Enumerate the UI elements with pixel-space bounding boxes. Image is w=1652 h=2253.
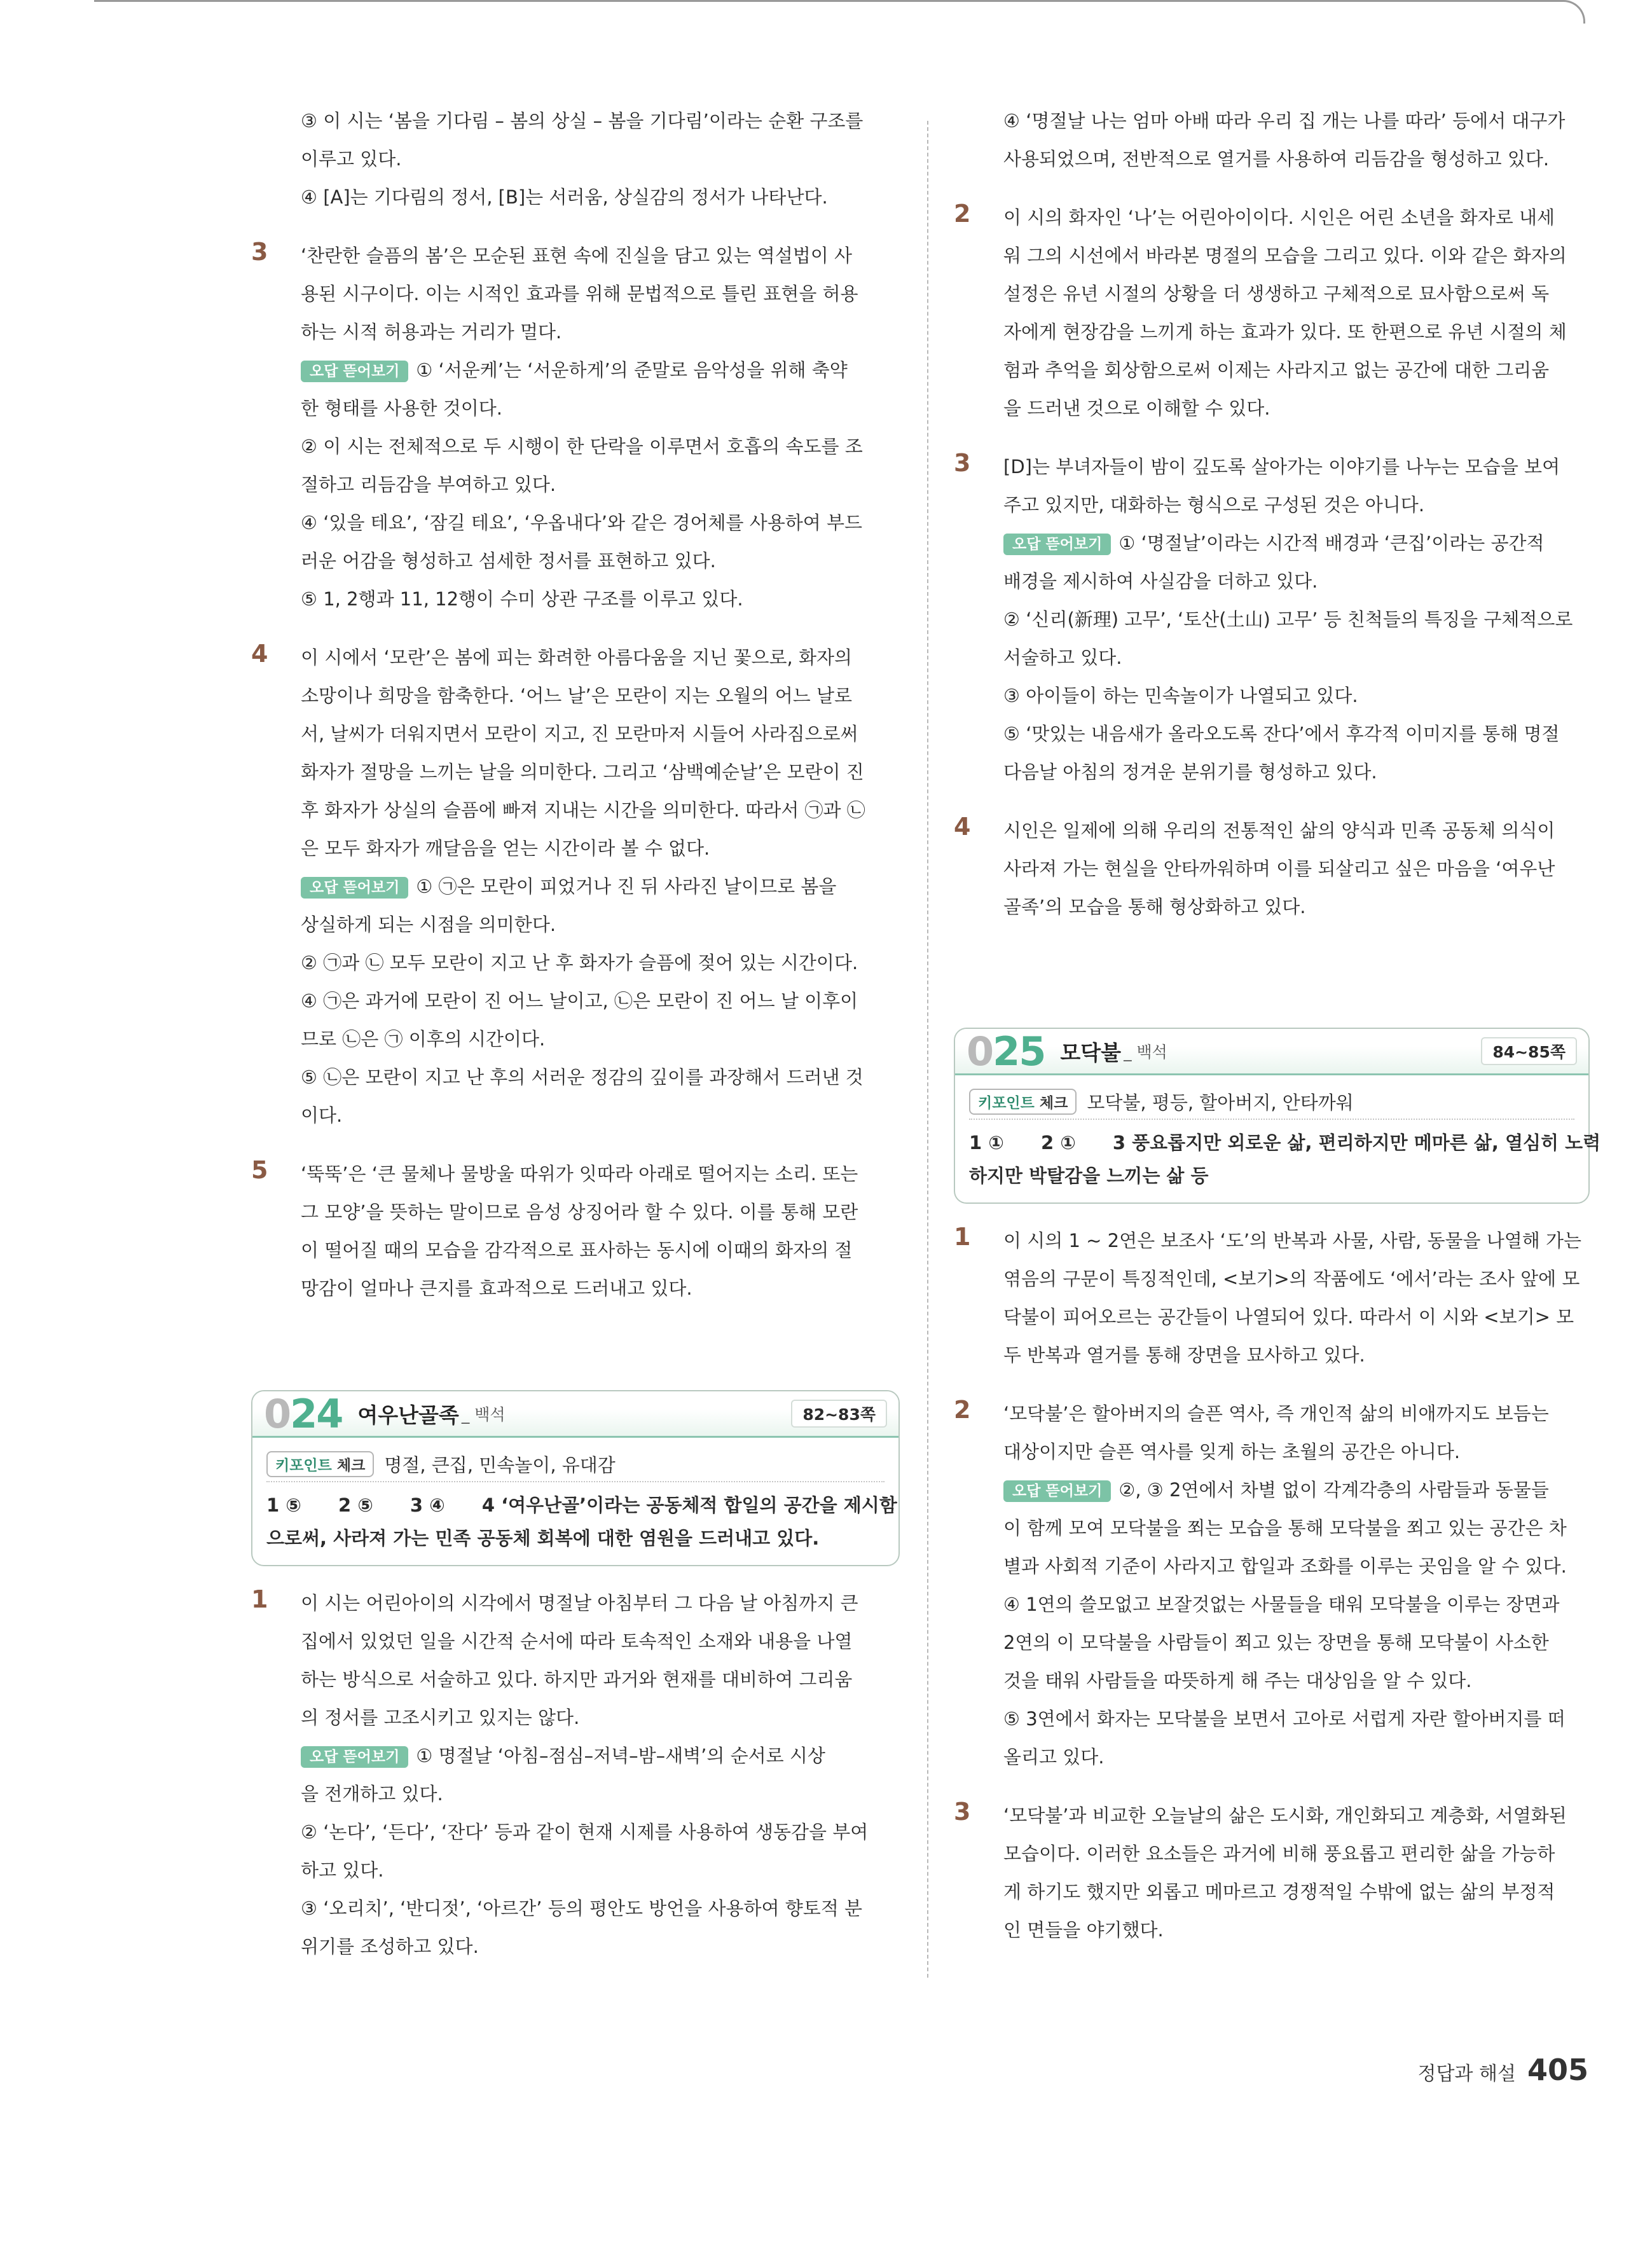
text-line: 위기를 조성하고 있다. — [301, 1936, 479, 1957]
question-4-explanation — [251, 638, 900, 1134]
text-line: 배경을 제시하여 사실감을 더하고 있다. — [1003, 570, 1318, 592]
question-number: 1 — [251, 1585, 268, 1613]
text-line: 하는 방식으로 서술하고 있다. 하지만 과거와 현재를 대비하여 그리움 — [301, 1669, 853, 1690]
text-line: 다음날 아침의 정겨운 분위기를 형성하고 있다. — [1003, 761, 1377, 783]
text-line: 게 하기도 했지만 외롭고 메마르고 경쟁적일 수밖에 없는 삶의 부정적 — [1003, 1881, 1555, 1903]
badge-text: ① ㉠은 모란이 피었거나 진 뒤 사라진 날이므로 봄을 — [416, 876, 837, 897]
text-line: 그 모양’을 뜻하는 말이므로 음성 상징어라 할 수 있다. 이를 통해 모란 — [301, 1201, 858, 1223]
text-line: 러운 어감을 형성하고 섬세한 정서를 표현하고 있다. — [301, 550, 716, 572]
keypoint-label: 키포인트 체크 — [969, 1089, 1077, 1115]
text-line: ⑤ ㉡은 모란이 지고 난 후의 서러운 정감의 깊이를 과장해서 드러낸 것 — [301, 1066, 864, 1088]
text-line: 을 전개하고 있다. — [301, 1783, 443, 1805]
text-line: 소망이나 희망을 함축한다. ‘어느 날’은 모란이 지는 오월의 어느 날로 — [301, 685, 852, 706]
badge-text: ②, ③ 2연에서 차별 없이 각계각층의 사람들과 동물들 — [1119, 1479, 1549, 1501]
answer-item: 3 풍요롭지만 외로운 삶, 편리하지만 메마른 삶, 열심히 노력 — [1112, 1132, 1601, 1154]
text-line — [1003, 1471, 1590, 1509]
text-line: [D]는 부녀자들이 밤이 깊도록 살아가는 이야기를 나누는 모습을 보여 — [1003, 456, 1560, 478]
left-column — [251, 102, 900, 1966]
text-line: 워 그의 시선에서 바라본 명절의 모습을 그리고 있다. 이와 같은 화자의 — [1003, 245, 1567, 266]
answer-item: 2 ① — [1040, 1132, 1076, 1154]
text-line: 주고 있지만, 대화하는 형식으로 구성된 것은 아니다. — [1003, 494, 1425, 516]
wrong-answer-badge: 오답 뜯어보기 — [301, 877, 408, 899]
text-line: 험과 추억을 회상함으로써 이제는 사라지고 없는 공간에 대한 그리움 — [1003, 359, 1550, 381]
keypoint-label: 키포인트 체크 — [266, 1451, 374, 1477]
badge-text: ① ‘명절날’이라는 시간적 배경과 ‘큰집’이라는 공간적 — [1119, 532, 1545, 554]
question-2-explanation-024 — [954, 198, 1590, 427]
text-line: 엮음의 구문이 특징적인데, <보기>의 작품에도 ‘에서’라는 조사 앞에 모 — [1003, 1268, 1580, 1290]
text-line: ② ‘논다’, ‘든다’, ‘잔다’ 등과 같이 현재 시제를 사용하여 생동감을 부여 — [301, 1821, 869, 1843]
text-line — [1003, 524, 1590, 562]
keypoint-row — [266, 1447, 885, 1482]
text-line: 별과 사회적 기준이 사라지고 합일과 조화를 이루는 곳임을 알 수 있다. — [1003, 1555, 1567, 1577]
box-header — [252, 1391, 898, 1438]
text-line: ③ 아이들이 하는 민속놀이가 나열되고 있다. — [1003, 685, 1358, 706]
text-line: 을 드러낸 것으로 이해할 수 있다. — [1003, 397, 1270, 419]
carryover-text-right — [954, 102, 1590, 178]
keypoint-keywords: 모닥불, 평등, 할아버지, 안타까워 — [1087, 1091, 1354, 1113]
text-line: 서술하고 있다. — [1003, 647, 1122, 668]
text-line: 이 시는 어린아이의 시각에서 명절날 아침부터 그 다음 날 아침까지 큰 — [301, 1592, 858, 1614]
page-footer — [1418, 2053, 1588, 2087]
text-line: 이 함께 모여 모닥불을 쬐는 모습을 통해 모닥불을 쬐고 있는 공간은 차 — [1003, 1517, 1567, 1539]
text-line: 집에서 있었던 일을 시간적 순서에 따라 토속적인 소재와 내용을 나열 — [301, 1630, 853, 1652]
text-line: 두 반복과 열거를 통해 장면을 묘사하고 있다. — [1003, 1344, 1365, 1366]
text-line: 사라져 가는 현실을 안타까워하며 이를 되살리고 싶은 마음을 ‘여우난 — [1003, 858, 1555, 879]
wrong-answer-badge: 오답 뜯어보기 — [1003, 1480, 1111, 1502]
text-line: ④ ‘명절날 나는 엄마 아배 따라 우리 집 개는 나를 따라’ 등에서 대구가 — [1003, 110, 1566, 132]
answer-key — [969, 1126, 1601, 1192]
column-divider — [927, 121, 928, 1978]
text-line: 골족’의 모습을 통해 형상화하고 있다. — [1003, 896, 1306, 918]
answer-continued: 으로써, 사라져 가는 민족 공동체 회복에 대한 염원을 드러내고 있다. — [266, 1527, 820, 1549]
text-line: ‘모닥불’과 비교한 오늘날의 삶은 도시화, 개인화되고 계층화, 서열화된 — [1003, 1805, 1567, 1826]
text-line: 모습이다. 이러한 요소들은 과거에 비해 풍요롭고 편리한 삶을 가능하 — [1003, 1843, 1555, 1864]
question-2-explanation-025 — [954, 1395, 1590, 1776]
page-range-badge: 82~83쪽 — [791, 1400, 887, 1428]
work-summary-box-024 — [251, 1390, 900, 1566]
question-number: 1 — [954, 1223, 971, 1251]
text-line: ④ [A]는 기다림의 정서, [B]는 서러움, 상실감의 정서가 나타난다. — [301, 186, 828, 208]
text-line: 후 화자가 상실의 슬픔에 빠져 지내는 시간을 의미한다. 따라서 ㉠과 ㉡ — [301, 799, 865, 821]
question-number: 4 — [251, 640, 268, 668]
text-line: 하고 있다. — [301, 1859, 384, 1881]
text-line: ③ 이 시는 ‘봄을 기다림 – 봄의 상실 – 봄을 기다림’이라는 순환 구조를 — [301, 110, 864, 132]
text-line: 은 모두 화자가 깨달음을 얻는 시간이라 볼 수 없다. — [301, 837, 710, 859]
work-summary-box-025 — [954, 1028, 1601, 1204]
question-3-explanation — [251, 237, 900, 618]
question-number: 3 — [954, 449, 971, 477]
text-line: 사용되었으며, 전반적으로 열거를 사용하여 리듬감을 형성하고 있다. — [1003, 148, 1550, 170]
text-line — [301, 1737, 900, 1775]
text-line: ⑤ 1, 2행과 11, 12행이 수미 상관 구조를 이루고 있다. — [301, 588, 743, 610]
text-line: ③ ‘오리치’, ‘반디젓’, ‘아르간’ 등의 평안도 방언을 사용하여 향토적 분 — [301, 1898, 863, 1919]
text-line: 닥불이 피어오르는 공간들이 나열되어 있다. 따라서 이 시와 <보기> 모 — [1003, 1306, 1574, 1328]
footer-section-label: 정답과 해설 — [1417, 2063, 1516, 2085]
question-4-explanation-024 — [954, 811, 1590, 926]
answer-continued: 하지만 박탈감을 느끼는 삶 등 — [969, 1165, 1209, 1187]
wrong-answer-badge: 오답 뜯어보기 — [1003, 534, 1111, 555]
work-title: 모닥불 — [1060, 1040, 1122, 1065]
wrong-answer-badge: 오답 뜯어보기 — [301, 361, 408, 382]
carryover-text-left — [251, 102, 900, 216]
text-line: 므로 ㉡은 ㉠ 이후의 시간이다. — [301, 1028, 546, 1050]
text-line: ② ㉠과 ㉡ 모두 모란이 지고 난 후 화자가 슬픔에 젖어 있는 시간이다. — [301, 952, 858, 974]
text-line: 인 면들을 야기했다. — [1003, 1919, 1164, 1941]
work-number: 025 — [967, 1028, 1045, 1075]
text-line: 2연의 이 모닥불을 사람들이 쬐고 있는 장면을 통해 모닥불이 사소한 — [1003, 1632, 1549, 1653]
text-line: ‘찬란한 슬픔의 봄’은 모순된 표현 속에 진실을 담고 있는 역설법이 사 — [301, 245, 852, 266]
text-line: 이 시의 1 ~ 2연은 보조사 ‘도’의 반복과 사물, 사람, 동물을 나열해 가는 — [1003, 1230, 1582, 1251]
work-author: _ 백석 — [1124, 1043, 1167, 1061]
answer-item: 1 ⑤ — [266, 1494, 301, 1516]
answer-item: 3 ④ — [410, 1494, 445, 1516]
work-title: 여우난골족 — [357, 1402, 459, 1428]
question-number: 3 — [251, 238, 268, 266]
page-number: 405 — [1527, 2053, 1588, 2087]
question-1-explanation-024 — [251, 1584, 900, 1966]
question-5-explanation — [251, 1155, 900, 1307]
question-number: 4 — [954, 813, 971, 841]
text-line: 올리고 있다. — [1003, 1746, 1105, 1768]
question-3-explanation-025 — [954, 1796, 1590, 1949]
question-3-explanation-024 — [954, 448, 1590, 791]
text-line: ④ ‘있을 테요’, ‘잠길 테요’, ‘우옵내다’와 같은 경어체를 사용하여 부드 — [301, 512, 863, 534]
keypoint-keywords: 명절, 큰집, 민속놀이, 유대감 — [384, 1454, 616, 1476]
text-line: 망감이 얼마나 큰지를 효과적으로 드러내고 있다. — [301, 1278, 692, 1299]
text-line: 한 형태를 사용한 것이다. — [301, 397, 503, 419]
question-number: 3 — [954, 1798, 971, 1826]
wrong-answer-badge: 오답 뜯어보기 — [301, 1746, 408, 1768]
text-line: ② 이 시는 전체적으로 두 시행이 한 단락을 이루면서 호흡의 속도를 조 — [301, 436, 863, 457]
question-number: 5 — [251, 1156, 268, 1184]
text-line: 서, 날씨가 더워지면서 모란이 지고, 진 모란마저 시들어 사라짐으로써 — [301, 723, 858, 745]
answer-item: 4 ‘여우난골’이라는 공동체적 합일의 공간을 제시함 — [481, 1494, 897, 1516]
text-line: ④ 1연의 쓸모없고 보잘것없는 사물들을 태워 모닥불을 이루는 장면과 — [1003, 1594, 1560, 1615]
text-line: 이 떨어질 때의 모습을 감각적으로 표사하는 동시에 이때의 화자의 절 — [301, 1239, 853, 1261]
text-line: ⑤ ‘맛있는 내음새가 올라오도록 잔다’에서 후각적 이미지를 통해 명절 — [1003, 723, 1560, 745]
text-line — [301, 867, 900, 906]
answer-key — [266, 1489, 897, 1555]
text-line: 것을 태워 사람들을 따뜻하게 해 주는 대상임을 알 수 있다. — [1003, 1670, 1472, 1691]
answer-item: 1 ① — [969, 1132, 1004, 1154]
box-header — [955, 1029, 1588, 1075]
text-line: 화자가 절망을 느끼는 날을 의미한다. 그리고 ‘삼백예순날’은 모란이 진 — [301, 761, 864, 783]
text-line: ‘모닥불’은 할아버지의 슬픈 역사, 즉 개인적 삶의 비애까지도 보듬는 — [1003, 1403, 1549, 1424]
question-1-explanation-025 — [954, 1222, 1590, 1374]
text-line: 상실하게 되는 시점을 의미한다. — [301, 914, 556, 935]
right-column — [954, 102, 1601, 1949]
text-line: ‘뚝뚝’은 ‘큰 물체나 물방울 따위가 잇따라 아래로 떨어지는 소리. 또는 — [301, 1163, 858, 1185]
question-number: 2 — [954, 1396, 971, 1424]
page-range-badge: 84~85쪽 — [1481, 1037, 1577, 1065]
text-line: 이 시에서 ‘모란’은 봄에 피는 화려한 아름다움을 지닌 꽃으로, 화자의 — [301, 647, 852, 668]
keypoint-row — [969, 1084, 1574, 1120]
text-line: ④ ㉠은 과거에 모란이 진 어느 날이고, ㉡은 모란이 진 어느 날 이후이 — [301, 990, 858, 1012]
question-number: 2 — [954, 200, 971, 228]
work-number: 024 — [264, 1390, 343, 1437]
text-line: ⑤ 3연에서 화자는 모닥불을 보면서 고아로 서럽게 자란 할아버지를 떠 — [1003, 1708, 1566, 1730]
text-line: 용된 시구이다. 이는 시적인 효과를 위해 문법적으로 틀린 표현을 허용 — [301, 283, 858, 305]
text-line: 이다. — [301, 1105, 343, 1126]
text-line — [301, 351, 900, 389]
text-line: 대상이지만 슬픈 역사를 잊게 하는 초월의 공간은 아니다. — [1003, 1441, 1461, 1463]
text-line: 설정은 유년 시절의 상황을 더 생생하고 구체적으로 묘사함으로써 독 — [1003, 283, 1550, 305]
text-line: ② ‘신리(新理) 고무’, ‘토산(土山) 고무’ 등 친척들의 특징을 구체적으로 — [1003, 609, 1573, 630]
text-line: 의 정서를 고조시키고 있지는 않다. — [301, 1707, 580, 1728]
text-line: 이 시의 화자인 ‘나’는 어린아이이다. 시인은 어린 소년을 화자로 내세 — [1003, 207, 1555, 228]
work-author: _ 백석 — [461, 1405, 506, 1424]
answer-item: 2 ⑤ — [338, 1494, 373, 1516]
badge-text: ① ‘서운케’는 ‘서운하게’의 준말로 음악성을 위해 축약 — [416, 359, 848, 381]
text-line: 시인은 일제에 의해 우리의 전통적인 삶의 양식과 민족 공동체 의식이 — [1003, 820, 1555, 841]
badge-text: ① 명절날 ‘아침–점심–저녁–밤–새벽’의 순서로 시상 — [416, 1745, 825, 1767]
text-line: 절하고 리듬감을 부여하고 있다. — [301, 474, 556, 495]
top-border-line — [94, 0, 1585, 24]
text-line: 하는 시적 허용과는 거리가 멀다. — [301, 321, 562, 343]
text-line: 자에게 현장감을 느끼게 하는 효과가 있다. 또 한편으로 유년 시절의 체 — [1003, 321, 1567, 343]
text-line: 이루고 있다. — [301, 148, 402, 170]
